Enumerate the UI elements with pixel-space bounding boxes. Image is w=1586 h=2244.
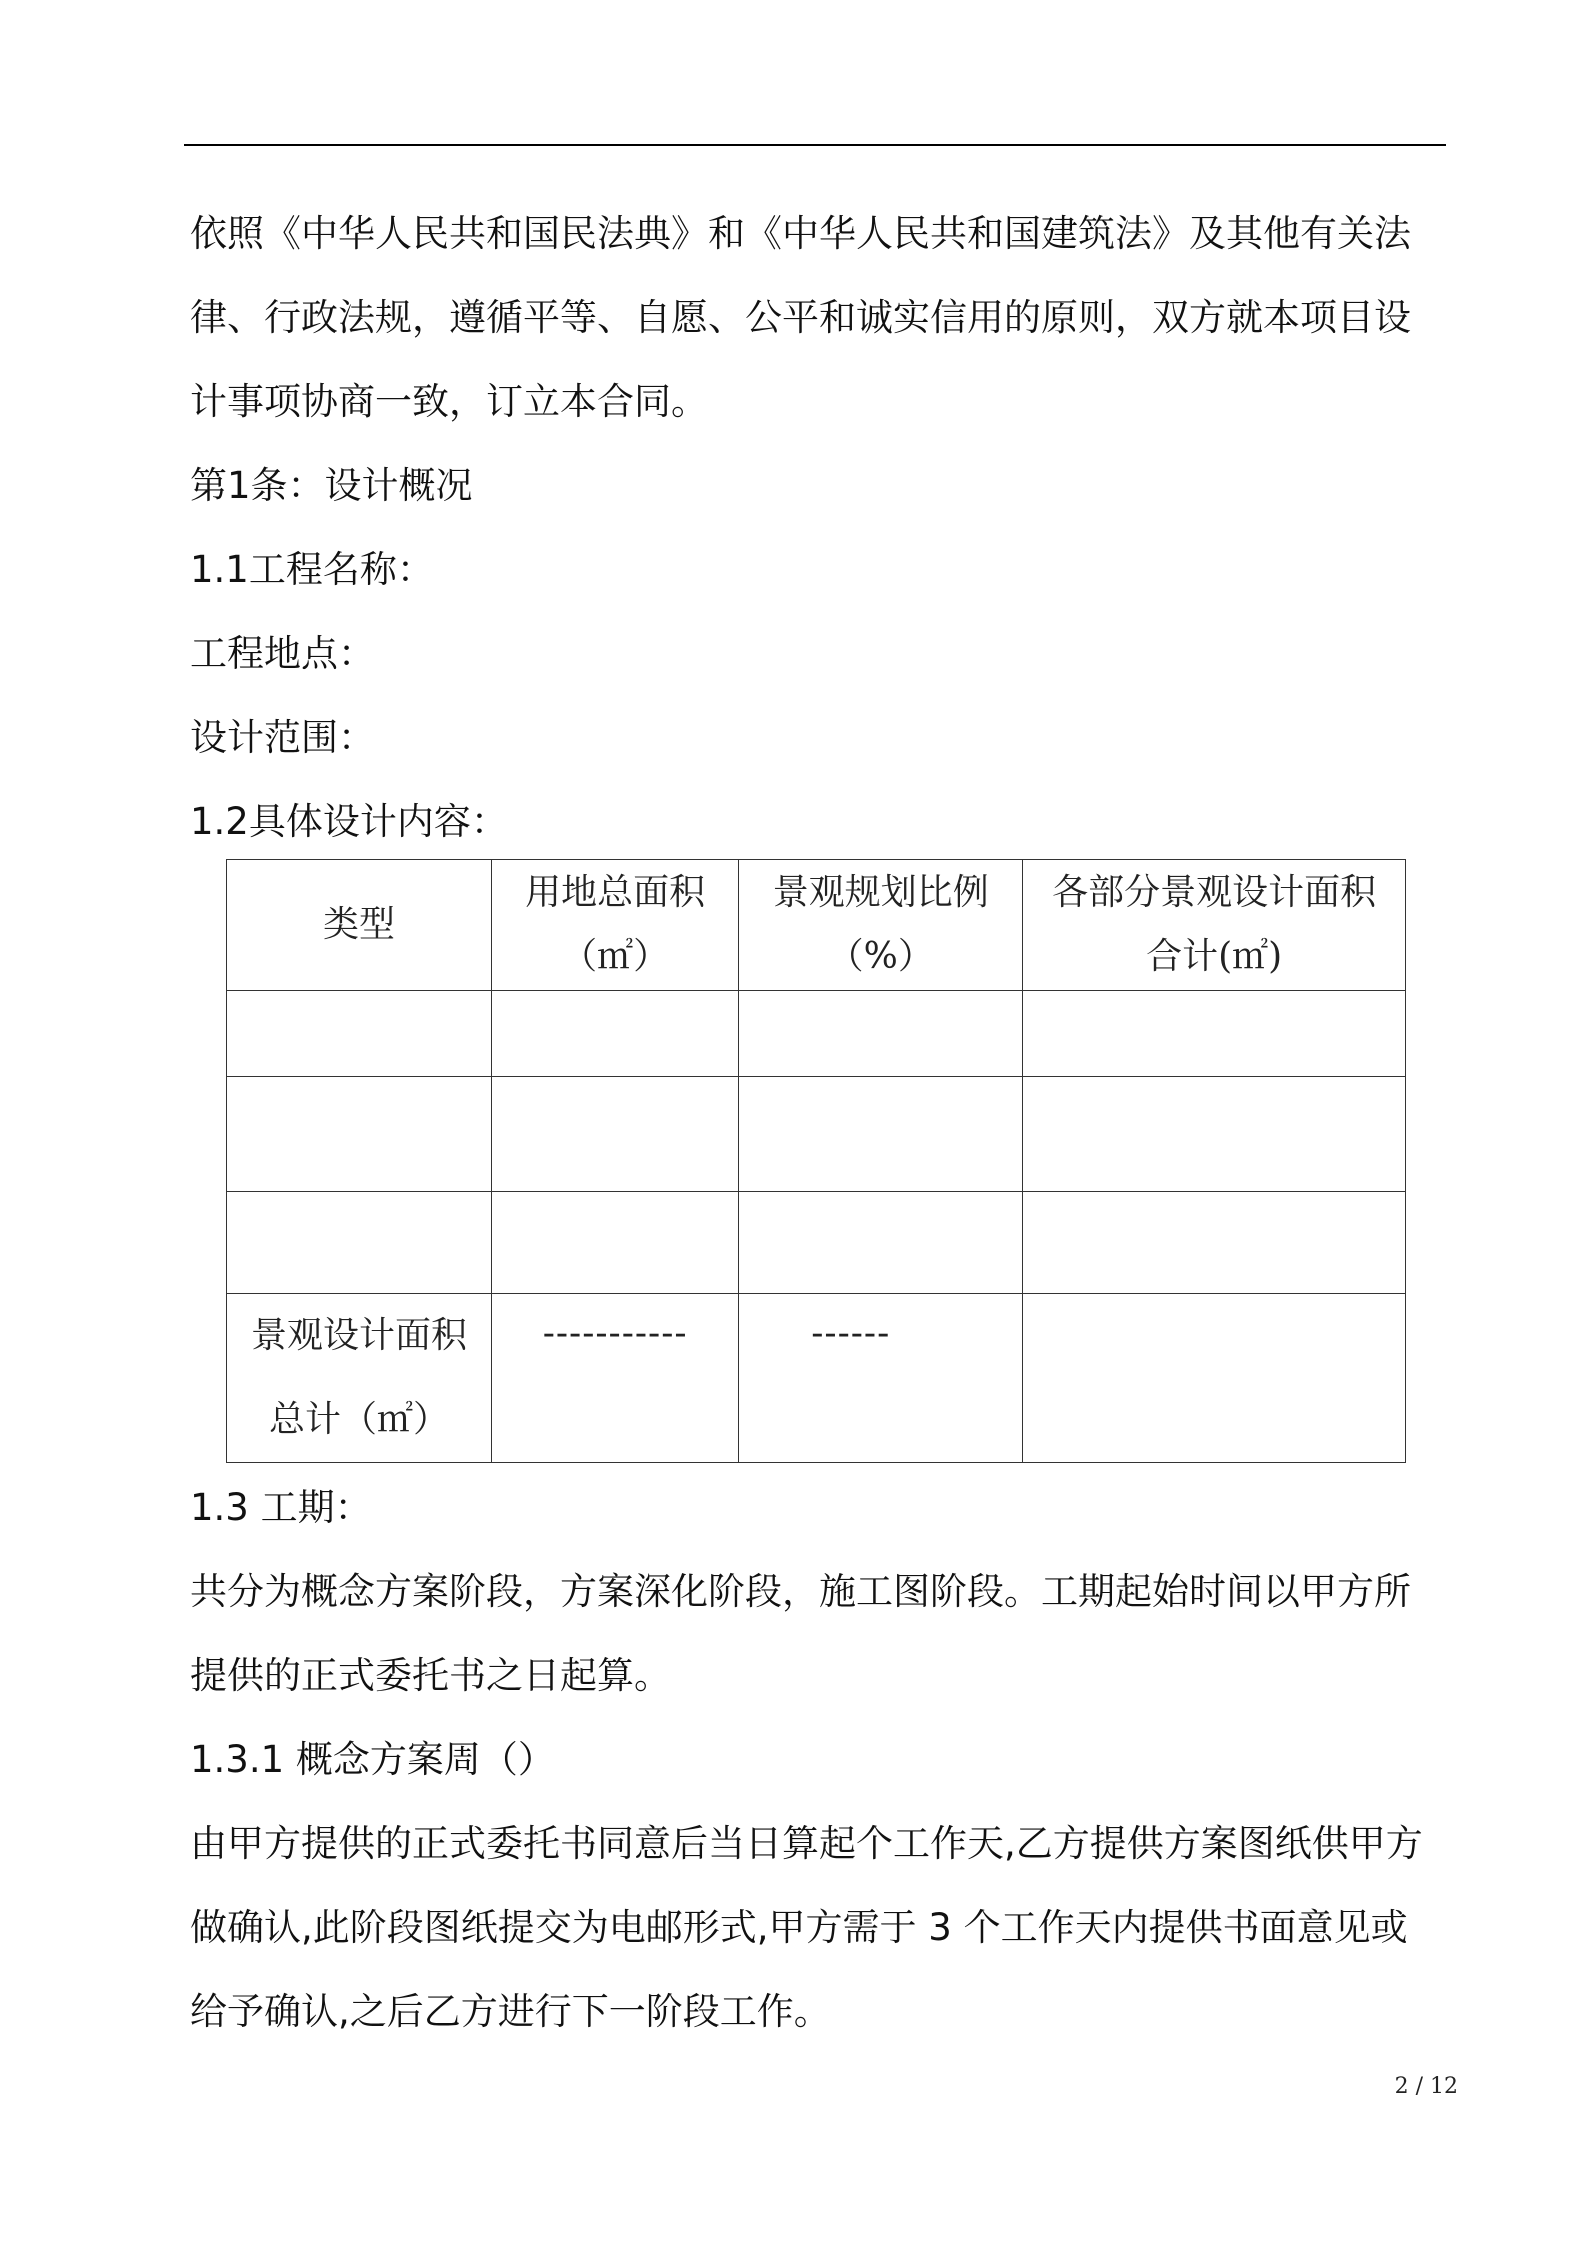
total-label-line2: 总计（㎡） xyxy=(269,1399,450,1440)
table-cell xyxy=(739,991,1023,1077)
table-cell xyxy=(227,991,492,1077)
total-label xyxy=(227,1294,492,1463)
header-part-area-line2: 合计(㎡) xyxy=(1146,936,1283,977)
intro-paragraph xyxy=(190,192,1440,444)
total-area-dashes: ----------- xyxy=(492,1294,739,1463)
table-cell xyxy=(739,1077,1023,1192)
table-header-row xyxy=(227,860,1406,991)
concept-line: 由甲方提供的正式委托书同意后当日算起个工作天,乙方提供方案图纸供甲方 xyxy=(190,1822,1423,1865)
table-cell xyxy=(227,1192,492,1294)
concept-paragraph xyxy=(190,1802,1440,2054)
design-content-table xyxy=(226,859,1406,1463)
table-total-row xyxy=(227,1294,1406,1463)
intro-line: 律、行政法规，遵循平等、自愿、公平和诚实信用的原则，双方就本项目设 xyxy=(190,296,1411,339)
table-cell xyxy=(492,1192,739,1294)
schedule-section xyxy=(190,1466,1440,2054)
table-row xyxy=(227,991,1406,1077)
document-body xyxy=(190,192,1440,864)
schedule-line: 共分为概念方案阶段，方案深化阶段，施工图阶段。工期起始时间以甲方所 xyxy=(190,1570,1411,1613)
table-cell xyxy=(227,1077,492,1192)
table-cell xyxy=(1023,1077,1406,1192)
header-total-area xyxy=(492,860,739,991)
intro-line: 计事项协商一致，订立本合同。 xyxy=(190,380,708,423)
header-rule xyxy=(184,144,1446,146)
concept-line: 做确认,此阶段图纸提交为电邮形式,甲方需于 3 个工作天内提供书面意见或 xyxy=(190,1906,1408,1949)
table-row xyxy=(227,1192,1406,1294)
intro-line: 依照《中华人民共和国民法典》和《中华人民共和国建筑法》及其他有关法 xyxy=(190,212,1411,255)
design-scope-label: 设计范围： xyxy=(190,716,375,759)
total-label-line1: 景观设计面积 xyxy=(251,1315,468,1356)
schedule-paragraph xyxy=(190,1550,1440,1718)
project-location-label: 工程地点： xyxy=(190,632,375,675)
header-type: 类型 xyxy=(227,860,492,991)
design-content-heading: 1.2具体设计内容： xyxy=(190,800,508,843)
concept-heading: 1.3.1 概念方案周（） xyxy=(190,1738,555,1781)
header-total-area-line2: （㎡） xyxy=(561,936,670,977)
header-part-area xyxy=(1023,860,1406,991)
page-number: 2 / 12 xyxy=(1394,2074,1458,2099)
header-ratio xyxy=(739,860,1023,991)
concept-line: 给予确认,之后乙方进行下一阶段工作。 xyxy=(190,1990,831,2033)
table-cell xyxy=(1023,1192,1406,1294)
total-ratio-dashes: ------ xyxy=(739,1294,1023,1463)
table-row xyxy=(227,1077,1406,1192)
header-part-area-line1: 各部分景观设计面积 xyxy=(1052,872,1377,913)
header-ratio-line1: 景观规划比例 xyxy=(772,872,989,913)
header-ratio-line2: （%） xyxy=(827,936,934,977)
article-1-title: 第1条：设计概况 xyxy=(190,464,473,507)
schedule-heading: 1.3 工期： xyxy=(190,1486,372,1529)
total-part-area xyxy=(1023,1294,1406,1463)
schedule-line: 提供的正式委托书之日起算。 xyxy=(190,1654,671,1697)
table-cell xyxy=(1023,991,1406,1077)
header-total-area-line1: 用地总面积 xyxy=(525,872,706,913)
project-name-label: 1.1工程名称： xyxy=(190,548,434,591)
table-cell xyxy=(492,991,739,1077)
table-cell xyxy=(739,1192,1023,1294)
table-cell xyxy=(492,1077,739,1192)
